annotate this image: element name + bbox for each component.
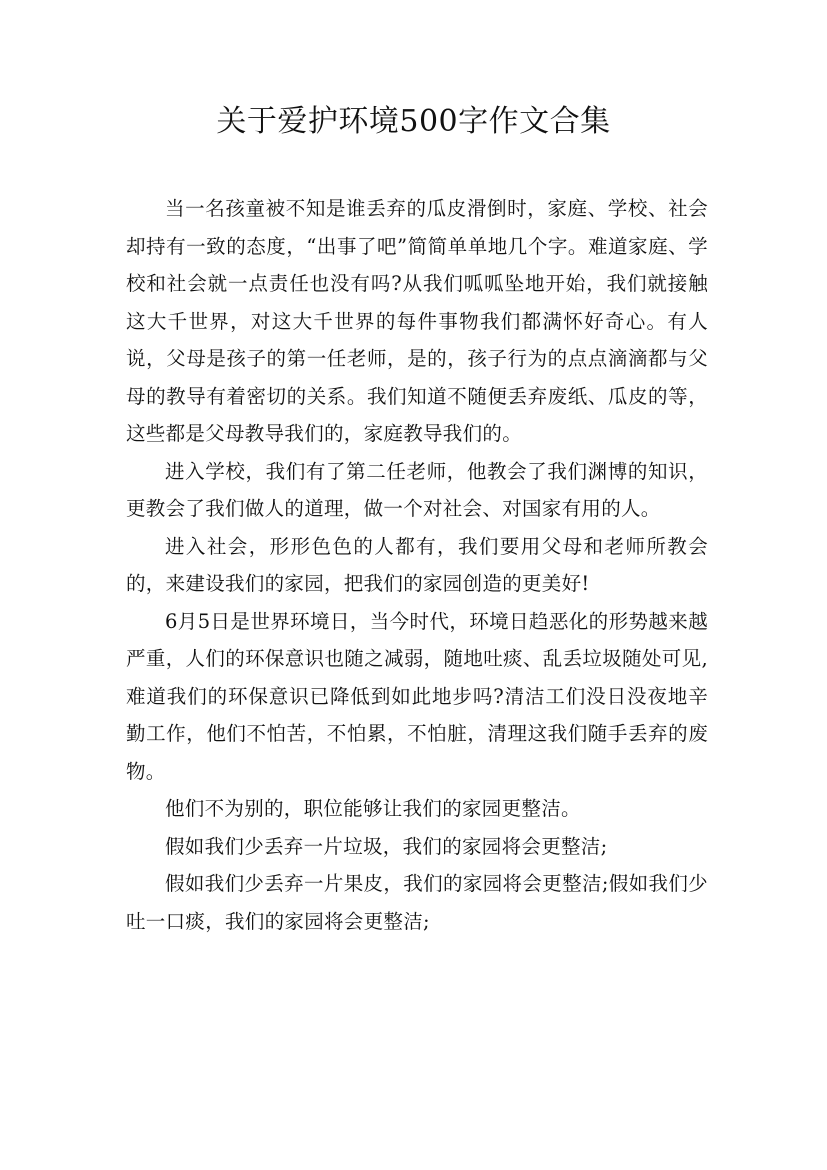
document-title: 关于爱护环境500字作文合集 xyxy=(216,104,611,139)
paragraph-6: 假如我们少丢弃一片垃圾，我们的家园将会更整洁; xyxy=(165,834,608,858)
paragraph-4: 6月5日是世界环境日，当今时代，环境日趋恶化的形势越来越严重，人们的环保意识也随之减弱，随地吐痰、乱丢垃圾随处可见,难道我们的环保意识已降低到如此地步吗?清洁工们没日没夜地辛勤工作，他们不怕苦，不怕累，不怕脏，清理这我们随手丢弃的废物。 xyxy=(126,609,708,783)
document-body xyxy=(126,190,708,940)
paragraph-5: 他们不为别的，职位能够让我们的家园更整洁。 xyxy=(165,797,581,820)
paragraph-3: 进入社会，形形色色的人都有，我们要用父母和老师所教会的，来建设我们的家园，把我们的家园创造的更美好! xyxy=(126,534,708,595)
paragraph-1: 当一名孩童被不知是谁丢弃的瓜皮滑倒时，家庭、学校、社会却持有一致的态度，“出事了吧”简简单单地几个字。难道家庭、学校和社会就一点责任也没有吗?从我们呱呱坠地开始，我们就接触这大千世界，对这大千世界的每件事物我们都满怀好奇心。有人说，父母是孩子的第一任老师，是的，孩子行为的点点滴滴都与父母的教导有着密切的关系。我们知道不随便丢弃废纸、瓜皮的等，这些都是父母教导我们的，家庭教导我们的。 xyxy=(126,197,708,445)
paragraph-7: 假如我们少丢弃一片果皮，我们的家园将会更整洁;假如我们少吐一口痰，我们的家园将会更整洁; xyxy=(126,872,708,933)
paragraph-2: 进入学校，我们有了第二任老师，他教会了我们渊博的知识，更教会了我们做人的道理，做一个对社会、对国家有用的人。 xyxy=(126,459,708,520)
